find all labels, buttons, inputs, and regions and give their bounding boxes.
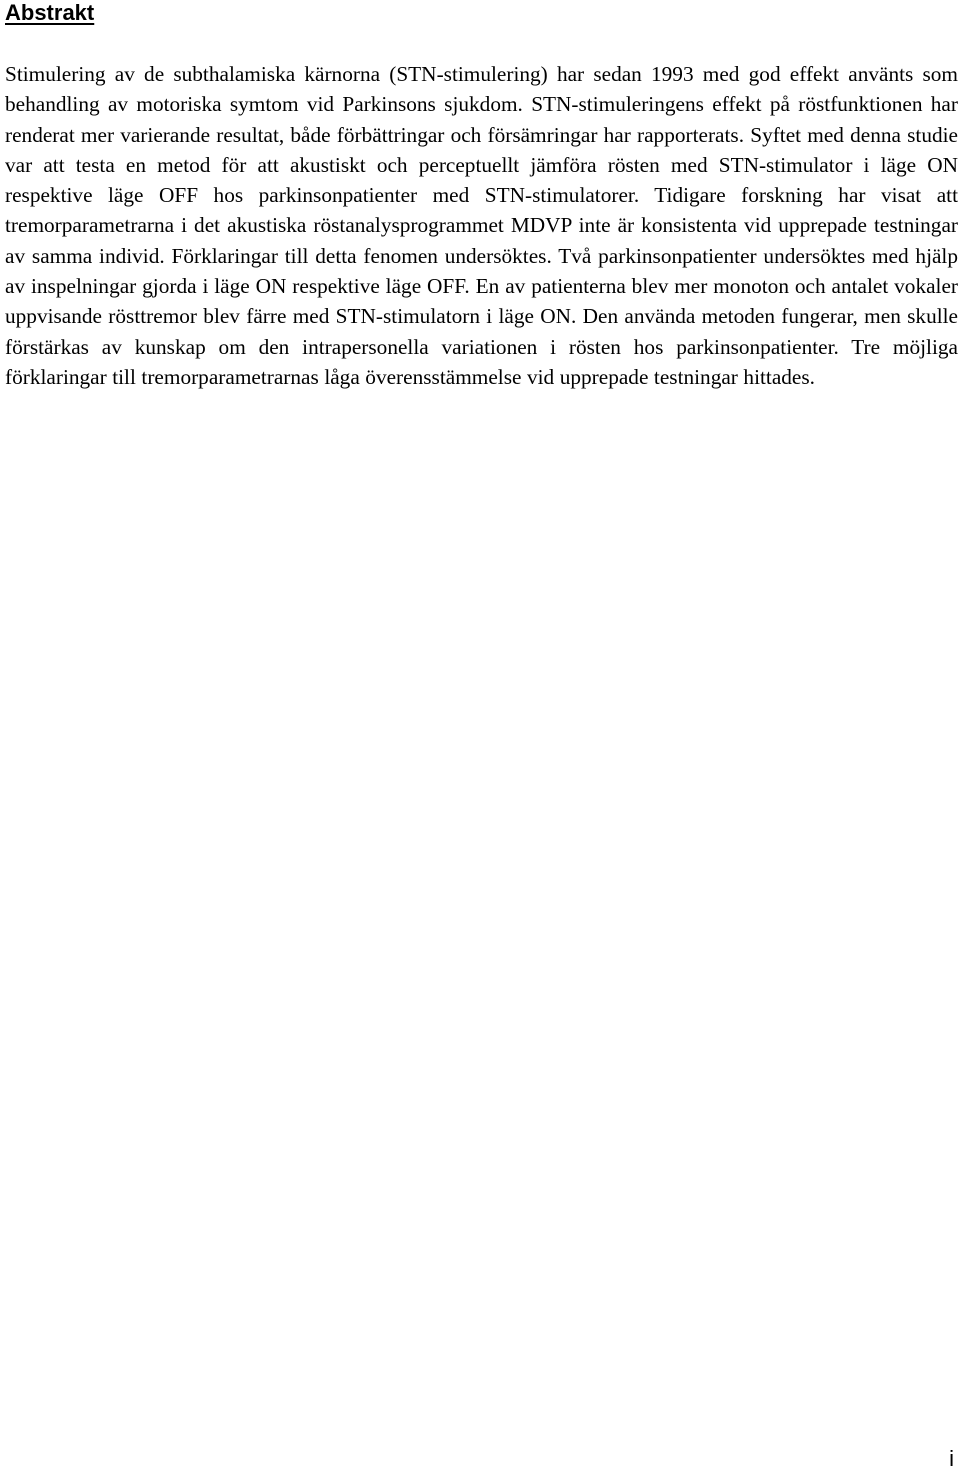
abstract-sentence: Syftet med denna studie var att testa en metod för att akustiskt och perceptuellt jämföra rösten med STN-stimulator i läge ON respektive läge OFF hos parkinsonpatienter med STN-stimulatorer. <box>5 122 958 208</box>
abstract-paragraph <box>5 59 958 392</box>
abstract-sentence: Tidigare forskning har visat att tremorparametrarna i det akustiska röstanalysprogrammet MDVP inte är konsistenta vid upprepade testningar av samma individ. <box>5 183 959 268</box>
abstract-sentence: Tre möjliga förklaringar till tremorparametrarnas låga överensstämmelse vid upprepade testningar hittades. <box>5 334 958 389</box>
abstract-sentence: En av patienterna blev mer monoton och antalet vokaler uppvisande rösttremor blev färre med STN-stimulatorn i läge ON. <box>5 274 959 329</box>
page-number: i <box>949 1446 954 1471</box>
abstract-sentence: Den använda metoden fungerar, men skulle förstärkas av kunskap om den intrapersonella variationen i rösten hos parkinsonpatienter. <box>5 304 959 359</box>
abstract-sentence: Två parkinsonpatienter undersöktes med hjälp av inspelningar gjorda i läge ON respektive läge OFF. <box>5 243 959 299</box>
abstract-sentence: STN-stimuleringens effekt på röstfunktionen har renderat mer varierande resultat, både förbättringar och försämringar har rapporterats. <box>5 92 958 147</box>
abstract-sentence: Stimulering av de subthalamiska kärnorna (STN-stimulering) har sedan 1993 med god effekt använts som behandling av motoriska symtom vid Parkinsons sjukdom. <box>5 62 958 117</box>
abstract-heading: Abstrakt <box>5 0 95 25</box>
abstract-sentence: Förklaringar till detta fenomen undersöktes. <box>171 243 552 268</box>
